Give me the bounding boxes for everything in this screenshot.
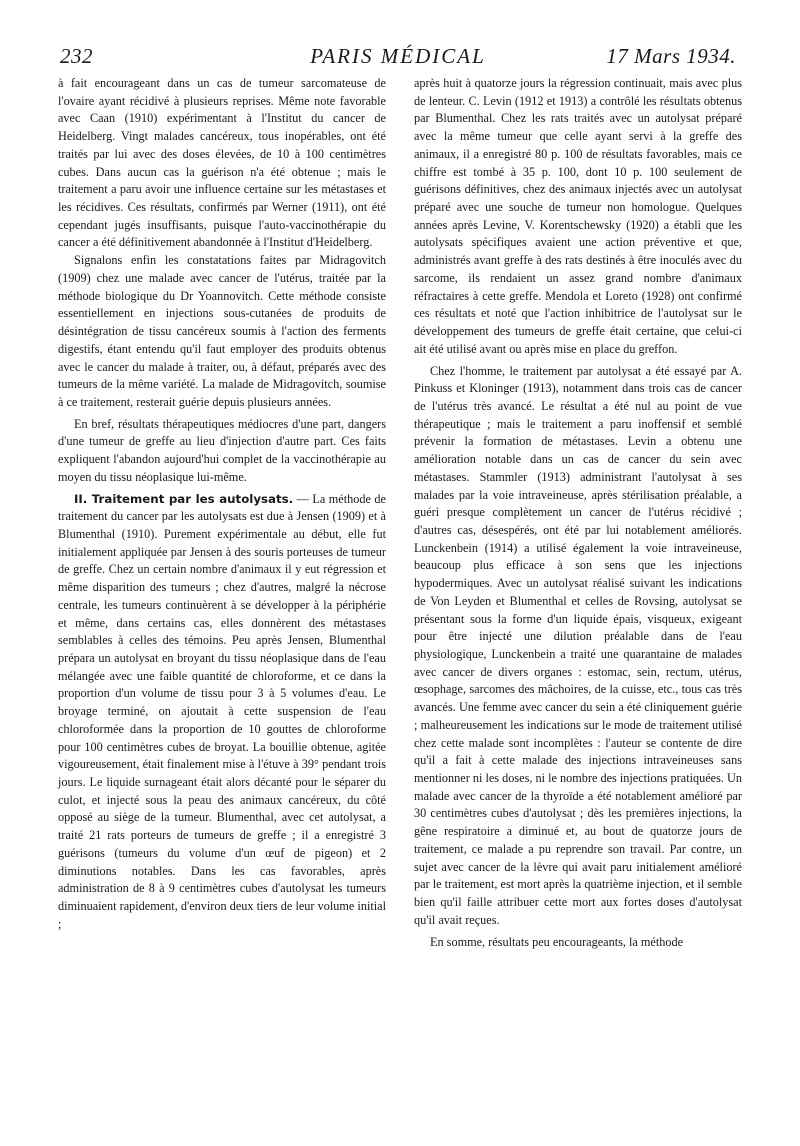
left-paragraph-4: — La méthode de traitement du cancer par les autolysats est due à Jensen (1909) et à Blumenthal (1910). Purement expérimentale au début, elle fut initialement appliquée par Jensen à des souris porteuses de tumeur de greffe. Chez un certain nombre d'animaux il y eut régression et même disparition des tumeurs ; chez d'autres, malgré la nécrose centrale, les tumeurs continuèrent à se développer à la périphérie et même, dans certains cas, elles donnèrent des métastases semblables à celles des témoins. Peu après Jensen, Blumenthal prépara un autolysat en broyant du tissu néoplasique dans de l'eau mélangée avec une faible quantité de chloroforme, et ce dans la proportion d'un volume de tissu pour 3 à 5 volumes d'eau. Le broyage terminé, on ajoutait à cette suspension de l'eau chloroformée dans la proportion de 10 gouttes de chloroforme pour 100 centimètres cubes de broyat. La bouillie obtenue, agitée vigoureusement, était finalement mise à l'étuve à 39° pendant trois jours. Le liquide surnageant était alors décanté pour le séparer du culot, et injecté sous la peau des animaux cancéreux, du côté opposé au siège de la tumeur. Blumenthal, avec cet autolysat, a traité 21 rats porteurs de tumeurs de greffe ; il a enregistré 3 guérisons (tumeurs du volume d'un œuf de pigeon) et 2 diminutions notables. Dans les cas favorables, après administration de 8 à 9 centimètres cubes d'autolysat les tumeurs diminuaient rapidement, d'environ deux tiers de leur volume initial ; (58, 491, 386, 931)
left-paragraph-3: En bref, résultats thérapeutiques médiocres d'une part, dangers d'une tumeur de greffe au lieu d'injection d'autre part. Ces faits expliquent l'abandon aujourd'hui complet de la vaccinothérapie au moyen du tissu néoplasique lui-même. (58, 416, 386, 484)
running-header (60, 44, 736, 70)
issue-date: 17 Mars 1934. (606, 44, 736, 68)
section-heading: II. Traitement par les autolysats. (74, 491, 294, 506)
left-paragraph-2: Signalons enfin les constatations faites par Midragovitch (1909) chez une malade avec cancer de l'utérus, traitée par la méthode biologique du Dr Yoannovitch. Cette méthode consiste essentiellement en injections sous-cutanées de produits de désintégration de tissu cancéreux soumis à l'action des ferments digestifs, étant entendu qu'il faut employer des produits obtenus avec le cancer du malade à traiter, ou, à défaut, préparés avec des tumeurs de la même variété. La malade de Midragovitch, soumise à ce traitement, resterait guérie depuis plusieurs années. (58, 253, 386, 409)
right-paragraph-3: En somme, résultats peu encourageants, la méthode (430, 934, 684, 949)
journal-title: PARIS MÉDICAL (310, 44, 486, 68)
right-column (414, 75, 742, 951)
section-paragraph (58, 491, 386, 934)
right-paragraph-1: après huit à quatorze jours la régression continuait, mais avec plus de lenteur. C. Levin (1912 et 1913) a contrôlé les résultats obtenus par Blumenthal. Chez les rats traités avec un autolysat préparé avec la même tumeur que celle ayant servi à la greffe des animaux, il a enregistré 80 p. 100 de résultats favorables, mais ce chiffre est tombé à 35 p. 100, dont 10 p. 100 seulement de guérisons définitives, chez des animaux injectés avec un autolysat préparé avec une souche de tumeur non homologue. Quelques années après Levine, V. Korentschewsky (1920) a établi que les autolysats spécifiques avaient une action préventive et que, administrés avant greffe à des rats destinés à être inoculés avec du sarcome, ils rendaient un assez grand nombre d'animaux réfractaires à cette greffe. Mendola et Loreto (1928) ont confirmé ces résultats et noté que l'action inhibitrice de l'autolysat sur le développement des tumeurs de greffe était certaine, que celui-ci ait été utilisé avant ou après mise en place du greffon. (414, 76, 742, 356)
left-paragraph-1: à fait encourageant dans un cas de tumeur sarcomateuse de l'ovaire ayant récidivé à plusieurs reprises. Même note favorable avec Caan (1910) expérimentant à l'Institut du cancer de Heidelberg. Vingt malades cancéreux, tous inopérables, ont été traités par lui avec des doses élevées, de 10 à 100 centimètres cubes. Dans aucun cas la guérison n'a été obtenue ; mais le traitement a paru avoir une influence certaine sur les métastases et les récidives. Ces résultats, confirmés par Werner (1911), ont été cependant jugés insuffisants, puisque l'auto-vaccinothérapie du cancer a été définitivement abandonnée à l'Institut d'Heidelberg. (58, 76, 386, 250)
left-column (58, 75, 386, 934)
page-number: 232 (60, 44, 93, 68)
right-paragraph-2: Chez l'homme, le traitement par autolysat a été essayé par A. Pinkuss et Kloninger (1913), notamment dans trois cas de cancer de l'utérus très avancé. Le résultat a été nul au point de vue thérapeutique ; mais le traitement a paru inoffensif et semblé prévenir la formation de métastases. Levin a obtenu une amélioration notable dans un cas de cancer du sein avec métastases. Stammler (1913) administrant l'autolysat à ses malades par la voie intraveineuse, après stérilisation préalable, a guéri presque complètement un cancer de l'utérus récidivé ; d'autres cas, désespérés, ont été par lui notablement améliorés. Lunckenbein (1914) a utilisé également la voie intraveineuse, beaucoup plus efficace à son sens que les injections hypodermiques. Avec un autolysat réalisé suivant les indications de Von Leyden et Blumenthal et celles de Rovsing, autolysat se présentant sous la forme d'un liquide épais, visqueux, exigeant pour être injecté une dilution préalable dans de l'eau physiologique, Lunckenbein a traité une quarantaine de malades avec cancer de divers organes : estomac, sein, rectum, utérus, œsophage, sarcomes des mâchoires, de la cuisse, etc., tous cas très avancés. Une femme avec cancer du sein a été cliniquement guérie ; malheureusement les indications sur le mode de traitement utilisé chez cette malade sont incomplètes : l'auteur se contente de dire qu'il a fait à cette malade des injections intraveineuses sans mentionner ni les doses, ni le nombre des injections pratiquées. Un malade avec cancer de la thyroïde a été notablement amélioré par 30 centimètres cubes d'autolysat ; dès les premières injections, la gêne respiratoire a diminué et, au bout de quatorze jours de traitement, ce malade a pu reprendre son travail. Par contre, un sujet avec cancer de la lèvre qui avait paru initialement amélioré par le traitement, est mort après la quatrième injection, et il semble bien qu'il faille attribuer cette mort aux fortes doses d'autolysat qu'il avait reçues. (414, 363, 742, 927)
